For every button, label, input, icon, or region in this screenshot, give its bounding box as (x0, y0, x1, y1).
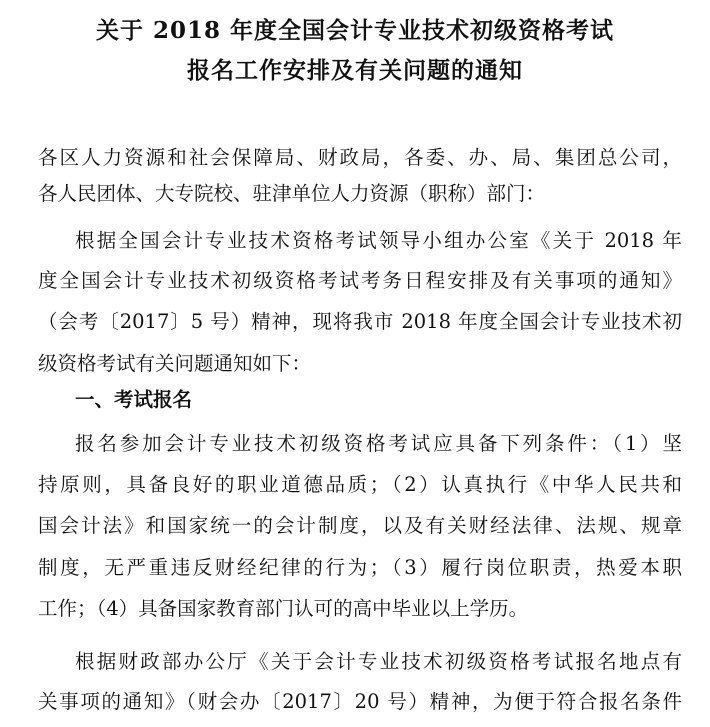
body-line-11: 制度，无严重违反财经纪律的行为；（3）履行岗位职责，热爱本职 (38, 556, 682, 579)
document-title-line-2: 报名工作安排及有关问题的通知 (187, 57, 523, 84)
body-line-13: 根据财政部办公厅《关于会计专业技术初级资格考试报名地点有 (75, 650, 682, 673)
body-line-3: 根据全国会计专业技术资格考试领导小组办公室《关于 2018 年 (75, 229, 682, 252)
body-line-14: 关事项的通知》（财会办〔2017〕20 号）精神，为便于符合报名条件 (38, 690, 682, 713)
body-line-4: 度全国会计专业技术初级资格考试考务日程安排及有关事项的通知》 (38, 269, 682, 292)
body-line-9: 持原则，具备良好的职业道德品质；（2）认真执行《中华人民共和 (38, 473, 682, 496)
body-line-2: 各人民团体、大专院校、驻津单位人力资源（职称）部门： (38, 182, 546, 205)
body-line-12: 工作；（4）具备国家教育部门认可的高中毕业以上学历。 (38, 597, 529, 620)
body-line-5: （会考〔2017〕5 号）精神，现将我市 2018 年度全国会计专业技术初 (38, 310, 682, 333)
body-line-1: 各区人力资源和社会保障局、财政局，各委、办、局、集团总公司， (38, 146, 682, 169)
body-line-8: 报名参加会计专业技术初级资格考试应具备下列条件：（1）坚 (75, 432, 682, 455)
body-line-6: 级资格考试有关问题通知如下： (38, 352, 312, 375)
body-line-10: 国会计法》和国家统一的会计制度，以及有关财经法律、法规、规章 (38, 514, 682, 537)
section-heading-registration: 一、考试报名 (75, 388, 193, 411)
document-title-line-1: 关于 2018 年度全国会计专业技术初级资格考试 (95, 17, 615, 44)
